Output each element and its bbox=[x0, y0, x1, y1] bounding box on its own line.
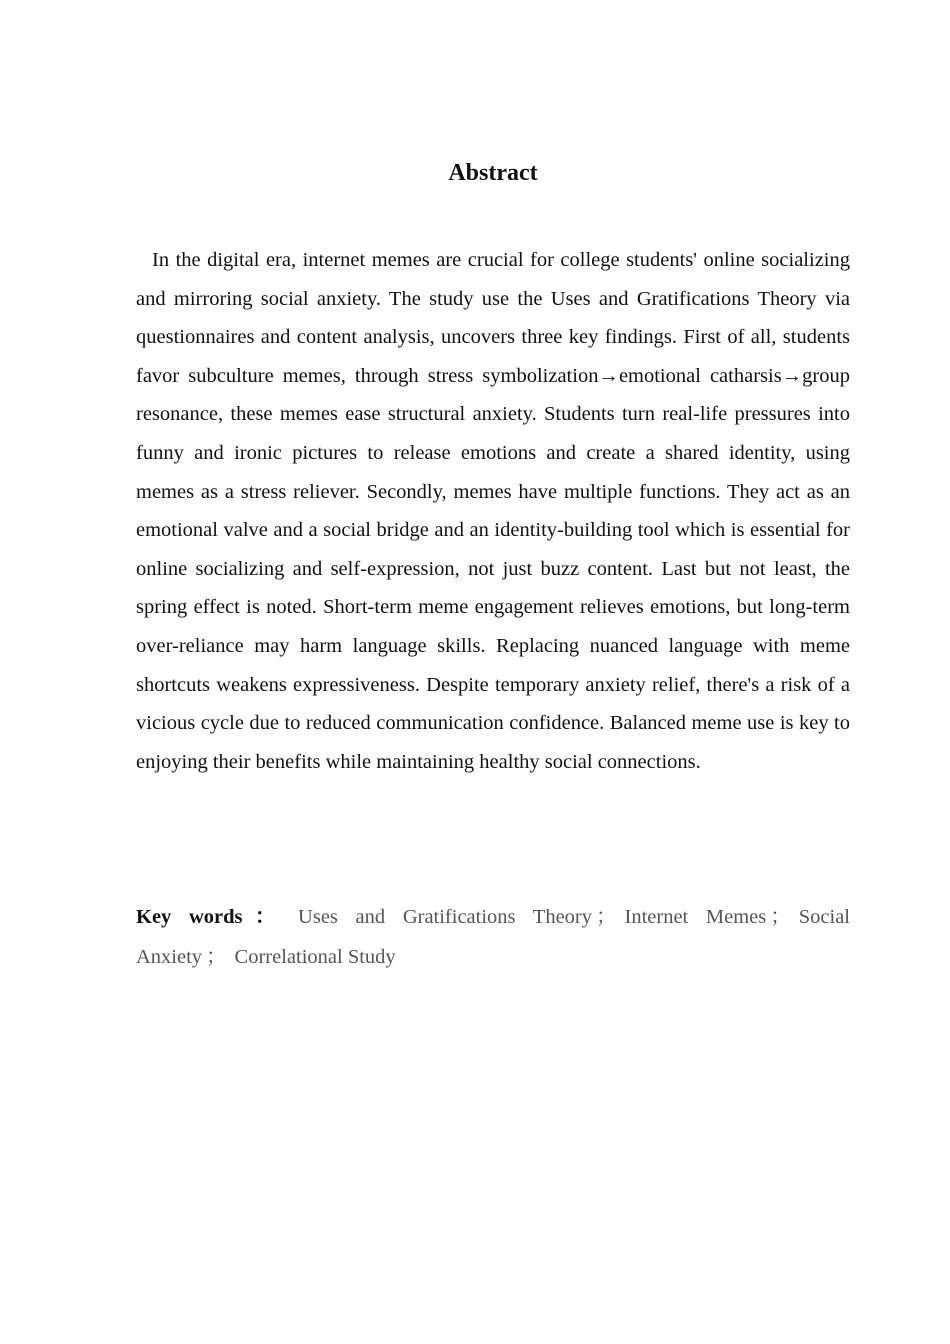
keywords-line bbox=[136, 897, 850, 977]
keywords-label: Key words： bbox=[136, 906, 289, 928]
keyword-separator: ； bbox=[596, 906, 617, 928]
keyword-separator: ； bbox=[206, 946, 227, 968]
abstract-body: In the digital era, internet memes are crucial for college students' online socializing and mirroring social anxiety. The study use the Uses and Gratifications Theory via questionnaires and content analysis, uncovers three key findings. First of all, students favor subculture memes, through stress symbolization→emotional catharsis→group resonance, these memes ease structural anxiety. Students turn real-life pressures into funny and ironic pictures to release emotions and create a shared identity, using memes as a stress reliever. Secondly, memes have multiple functions. They act as an emotional valve and a social bridge and an identity-building tool which is essential for online socializing and self-expression, not just buzz content. Last but not least, the spring effect is noted. Short-term meme engagement relieves emotions, but long-term over-reliance may harm language skills. Replacing nuanced language with meme shortcuts weakens expressiveness. Despite temporary anxiety relief, there's a risk of a vicious cycle due to reduced communication confidence. Balanced meme use is key to enjoying their benefits while maintaining healthy social connections. bbox=[136, 249, 850, 773]
keyword-item: Correlational Study bbox=[234, 946, 396, 968]
keyword-item: Internet Memes bbox=[624, 906, 767, 928]
keyword-separator: ； bbox=[770, 906, 791, 928]
abstract-title: Abstract bbox=[448, 160, 538, 186]
keyword-item: Social Anxiety bbox=[136, 906, 851, 968]
keyword-item: Uses and Gratifications Theory bbox=[298, 906, 593, 928]
